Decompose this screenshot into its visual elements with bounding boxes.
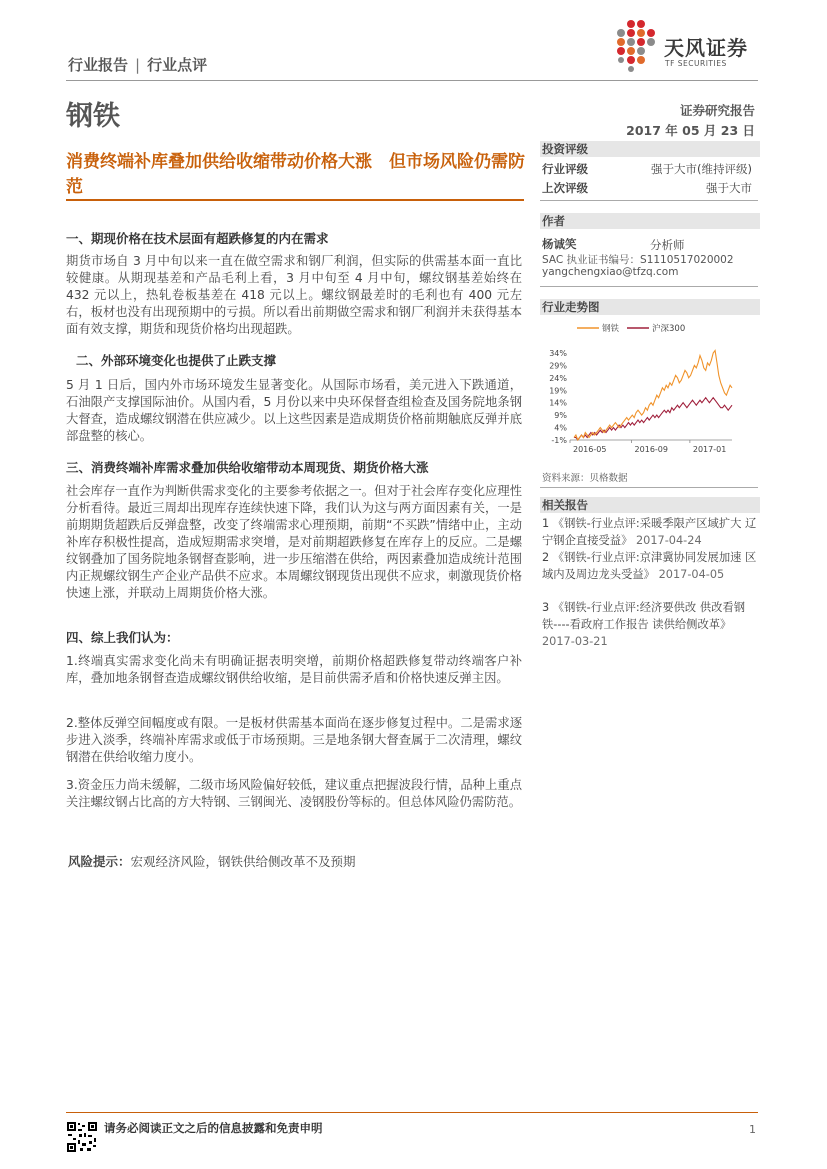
conclusion-point-2: 2.整体反弹空间幅度或有限。一是板材供需基本面尚在逐步修复过程中。二是需求逐步进入淡季，终端补库需求或低于市场预期。三是地条钢大督查属于二次清理，螺纹钢潜在供给收缩力度小。 bbox=[66, 716, 522, 764]
rating-row-previous bbox=[542, 180, 752, 198]
company-logo bbox=[612, 18, 762, 78]
chart-y-tick-label: 29% bbox=[549, 361, 567, 371]
previous-rating-value: 强于大市 bbox=[706, 181, 752, 195]
chart-y-tick-label: 14% bbox=[549, 398, 567, 408]
related-report-title: 2 《钢铁-行业点评:京津冀协同发展加速 区域内及周边龙头受益》 bbox=[542, 551, 757, 581]
chart-x-tick-label: 2016-05 bbox=[573, 445, 607, 454]
sidebar-divider bbox=[540, 286, 758, 287]
rating-title: 投资评级 bbox=[540, 141, 760, 157]
chart-source: 资料来源：贝格数据 bbox=[542, 473, 628, 484]
breadcrumb-separator: | bbox=[135, 56, 141, 74]
sector-title: 钢铁 bbox=[66, 101, 120, 132]
chart-y-tick-label: 24% bbox=[549, 373, 567, 383]
section-heading-4: 四、综上我们认为： bbox=[66, 630, 179, 645]
sidebar-divider bbox=[540, 200, 758, 201]
logo-mark-icon bbox=[612, 18, 662, 78]
conclusion-point-3: 3.资金压力尚未缓解，二级市场风险偏好较低，建议重点把握波段行情，品种上重点关注螺纹钢占比高的方大特钢、三钢闽光、凌钢股份等标的。但总体风险仍需防范。 bbox=[66, 778, 522, 809]
chart-y-tick-label: -1% bbox=[551, 436, 567, 445]
header-divider bbox=[66, 80, 758, 81]
footer-divider bbox=[66, 1112, 758, 1113]
report-title: 消费终端补库叠加供给收缩带动价格大涨 但市场风险仍需防范 bbox=[66, 152, 525, 197]
category-label: 行业报告 bbox=[68, 56, 129, 74]
author-role: 分析师 bbox=[650, 238, 685, 252]
conclusion-point-1: 1.终端真实需求变化尚未有明确证据表明突增，前期价格超跌修复带动终端客户补库，叠加地条钢督查造成螺纹钢供给收缩，是目前供需矛盾和价格快速反弹主因。 bbox=[66, 654, 522, 685]
related-report-title: 1 《钢铁-行业点评:采暖季限产区域扩大 辽宁钢企直接受益》 bbox=[542, 517, 757, 547]
section-paragraph-3: 社会库存一直作为判断供需求变化的主要参考依据之一。但对于社会库存变化应理性分析看待。最近三周却出现库存连续快速下降，我们认为这与两方面因素有关，一是前期期货超跌后反弹盘整，改变了终端需求心理预期，前期“不买跌”情绪中止，主动补库存积极性提高，造成短期需求突增，是对前期超跌修复在库存上的反应。二是螺纹钢叠加了国务院地条钢督查影响，进一步压缩潜在供给，两因素叠加造成统计范围内正规螺纹钢生产企业产品供不应求。本周螺纹钢现货出现供不应求，刺激现货价格快速上涨，并联动上周期货价格大涨。 bbox=[66, 484, 522, 600]
report-date: 2017 年 05 月 23 日 bbox=[626, 123, 755, 138]
related-report-3[interactable] bbox=[542, 599, 758, 650]
related-report-2[interactable] bbox=[542, 549, 758, 583]
author-cert-number: S1110517020002 bbox=[640, 254, 734, 266]
author-cert-label: SAC 执业证书编号： bbox=[542, 254, 641, 266]
risk-text: 宏观经济风险，钢铁供给侧改革不及预期 bbox=[130, 854, 356, 869]
chart-series-line bbox=[574, 351, 732, 441]
section-heading-3: 三、消费终端补库需求叠加供给收缩带动本周现货、期货价格大涨 bbox=[66, 460, 429, 475]
author-title: 作者 bbox=[540, 213, 760, 229]
industry-trend-chart bbox=[540, 318, 758, 464]
chart-x-tick-label: 2016-09 bbox=[634, 445, 668, 454]
author-email[interactable]: yangchengxiao@tfzq.com bbox=[542, 266, 679, 278]
rating-label: 行业评级 bbox=[542, 162, 588, 176]
chart-y-tick-label: 4% bbox=[554, 423, 567, 433]
section-heading-1: 一、期现价格在技术层面有超跌修复的内在需求 bbox=[66, 231, 329, 246]
logo-text-en: TF SECURITIES bbox=[665, 59, 727, 68]
rating-value: 强于大市(维持评级) bbox=[651, 162, 752, 176]
page-number: 1 bbox=[749, 1123, 756, 1136]
report-type: 证券研究报告 bbox=[679, 103, 755, 118]
title-underline bbox=[66, 199, 524, 201]
chart-y-tick-label: 9% bbox=[554, 411, 567, 421]
chart-title: 行业走势图 bbox=[540, 299, 760, 315]
previous-rating-label: 上次评级 bbox=[542, 181, 588, 195]
related-report-title: 3 《钢铁-行业点评:经济要供改 供改看钢铁----看政府工作报告 读供给侧改革》 bbox=[542, 601, 746, 631]
rating-row-current bbox=[542, 161, 752, 179]
logo-text-cn: 天风证券 bbox=[664, 36, 748, 60]
section-heading-2: 二、外部环境变化也提供了止跌支撑 bbox=[76, 353, 277, 368]
subcategory-label: 行业点评 bbox=[147, 56, 208, 74]
breadcrumb bbox=[68, 54, 207, 75]
legend-label: 沪深300 bbox=[652, 324, 686, 334]
risk-label: 风险提示： bbox=[68, 854, 131, 869]
footer-disclaimer: 请务必阅读正文之后的信息披露和免责申明 bbox=[104, 1121, 323, 1135]
author-cert bbox=[542, 252, 734, 267]
author-name: 杨诚笑 bbox=[542, 237, 577, 251]
related-reports-title: 相关报告 bbox=[540, 497, 760, 513]
legend-label: 钢铁 bbox=[602, 324, 620, 334]
section-paragraph-2: 5 月 1 日后，国内外市场环境发生显著变化。从国际市场看，美元进入下跌通道，石油限产支撑国际油价。从国内看，5 月份以来中央环保督查组检查及国务院地条钢大督查，造成螺纹钢潜在供应减少。以上这些因素是造成期货价格前期触底反弹并底部盘整的核心。 bbox=[66, 378, 522, 443]
sidebar-divider bbox=[540, 487, 758, 488]
related-report-date: 2017-03-21 bbox=[542, 635, 608, 648]
qr-code-icon[interactable] bbox=[66, 1121, 98, 1153]
related-report-1[interactable] bbox=[542, 515, 758, 549]
related-report-date: 2017-04-24 bbox=[635, 534, 702, 547]
related-report-date: 2017-04-05 bbox=[658, 568, 725, 581]
chart-x-tick-label: 2017-01 bbox=[692, 445, 727, 454]
risk-warning bbox=[68, 852, 356, 870]
chart-y-tick-label: 34% bbox=[549, 348, 567, 358]
section-paragraph-1: 期货市场自 3 月中旬以来一直在做空需求和钢厂利润，但实际的供需基本面一直比较健康。从期现基差和产品毛利上看，3 月中旬至 4 月中旬，螺纹钢基差始终在 432 元以上，热轧卷板基差在 418 元以上。螺纹钢最差时的毛利也有 400 元左右，板材也没有出现预期中的亏损。所以看出前期做空需求和钢厂利润并未获得基本面有效支撑，期货和现货价格均出现超跌。 bbox=[66, 254, 522, 336]
chart-y-tick-label: 19% bbox=[549, 386, 567, 396]
